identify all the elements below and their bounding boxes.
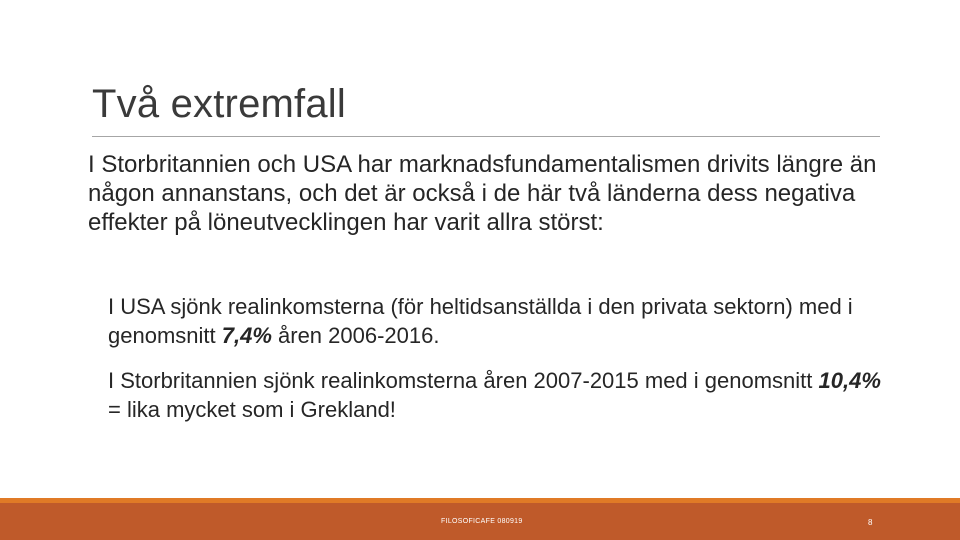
title-divider [92, 136, 880, 137]
bullet-uk-text: I Storbritannien sjönk realinkomsterna åren 2007-2015 med i genomsnitt [108, 368, 819, 393]
bullet-usa-text-end: åren 2006-2016. [271, 323, 440, 348]
bullet-uk-figure: 10,4% [818, 368, 881, 393]
bullet-uk-text-end: = lika mycket som i Grekland! [108, 397, 396, 422]
bullet-uk [108, 366, 888, 424]
bullet-usa-figure: 7,4% [221, 323, 272, 348]
bullet-usa [108, 292, 888, 350]
footer-text: FILOSOFICAFE 080919 [441, 518, 523, 525]
slide-title: Två extremfall [92, 82, 346, 126]
main-paragraph: I Storbritannien och USA har marknadsfundamentalismen drivits längre än någon annanstans, och det är också i de här två länderna dess negativa effekter på löneutvecklingen har varit allra störst: [88, 151, 877, 236]
page-number: 8 [868, 518, 873, 527]
bullet-usa-text: I USA sjönk realinkomsterna (för heltidsanställda i den privata sektorn) med i genomsnitt [108, 294, 853, 348]
